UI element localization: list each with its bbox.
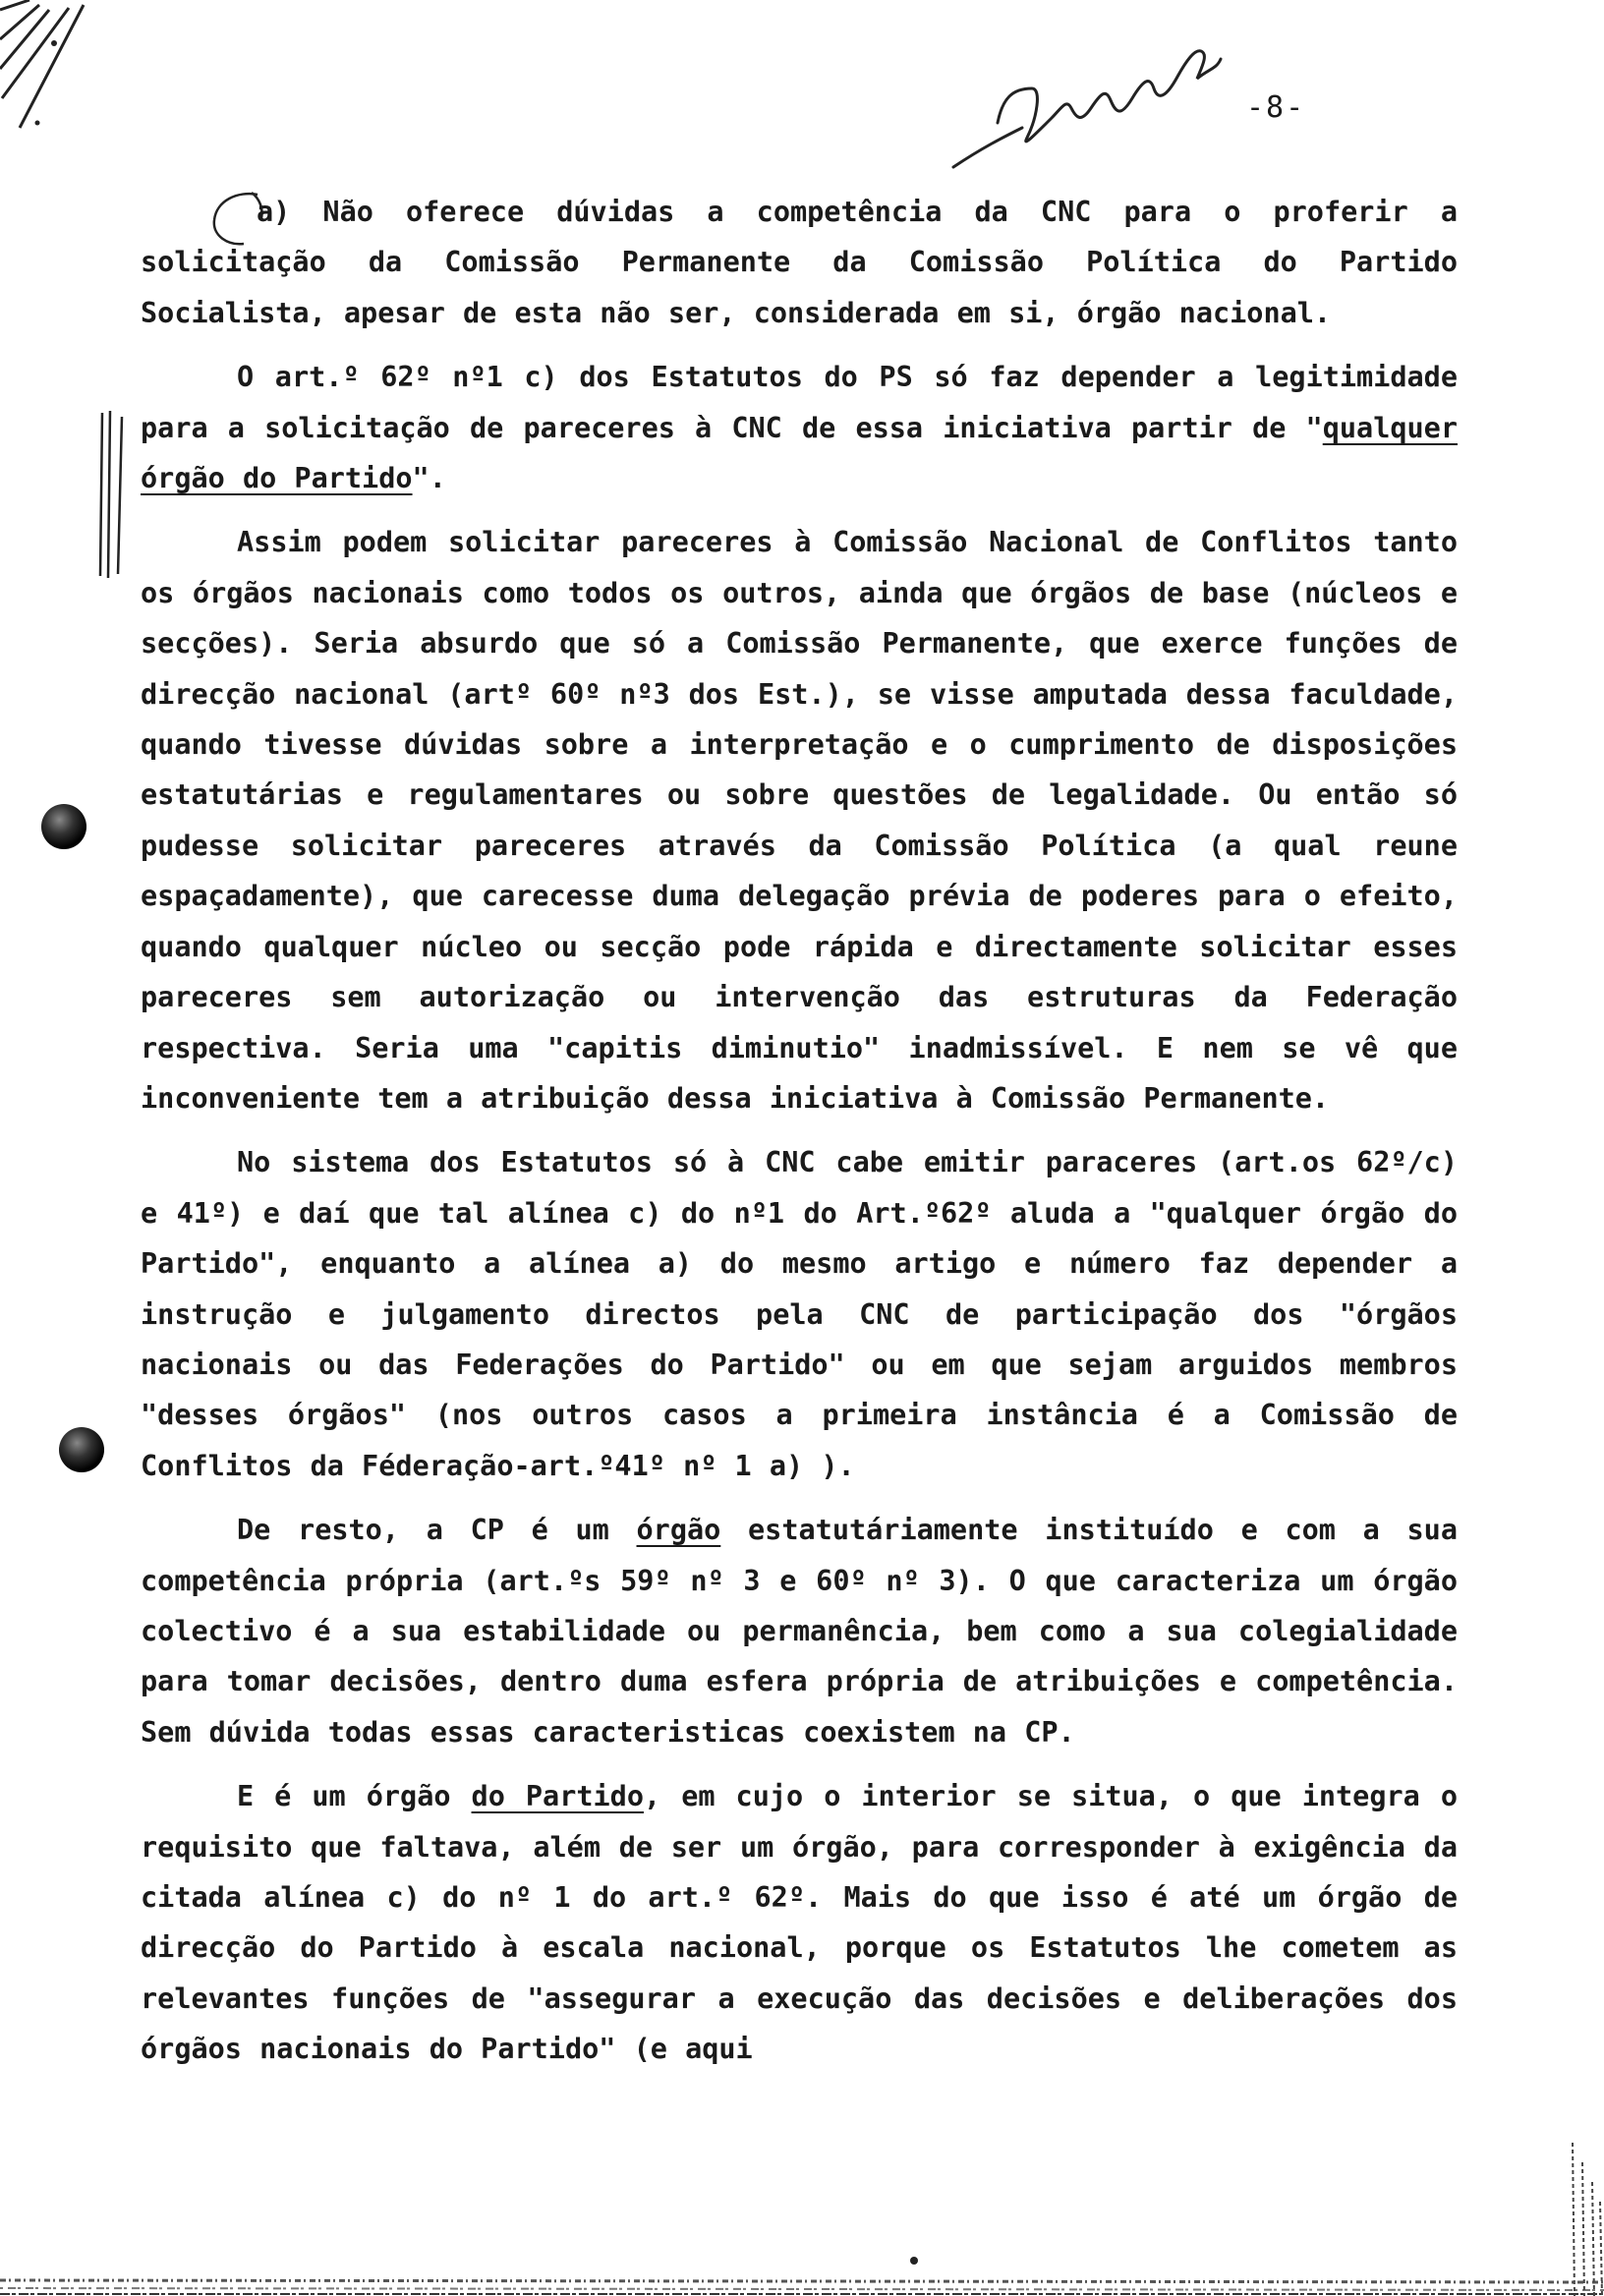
paragraph-text: Não oferece dúvidas a competência da CNC para o proferir a solicitação da Comissão Permanente da Comissão Política do Partido Socialista, apesar de esta não ser, considerada em si, órgão nacional.: [141, 196, 1458, 329]
paragraph-text: E é um órgão: [237, 1780, 472, 1813]
paragraph: [141, 352, 1458, 503]
corner-mark-graphic: [0, 0, 108, 138]
paragraph-text: De resto, a CP é um: [237, 1514, 637, 1547]
paragraph-text: ".: [412, 462, 446, 495]
paragraph-text: estatutáriamente instituído e com a sua competência própria (art.ºs 59º nº 3 e 60º nº 3). O que caracteriza um órgão colectivo é a sua estabilidade ou permanência, bem como a sua colegialidade para tomar decisões, dentro duma esfera própria de atribuições e competência. Sem dúvida todas essas caracteristicas coexistem na CP.: [141, 1514, 1458, 1749]
paragraph: [141, 517, 1458, 1123]
handwritten-signature: [944, 29, 1258, 177]
underlined-phrase: do Partido: [471, 1780, 645, 1813]
scan-noise-right: [1563, 2143, 1604, 2296]
underlined-phrase: qualquer órgão do Partido: [141, 411, 1458, 495]
scan-noise-bottom: [0, 2251, 1604, 2296]
paragraph-text: , em cujo o interior se situa, o que integra o requisito que faltava, além de ser um órgão, para corresponder à exigência da citada alínea c) do nº 1 do art.º 62º. Mais do que isso é até um órgão de direcção do Partido à escala nacional, porque os Estatutos lhe cometem as relevantes funções de "assegurar a execução das decisões e deliberações dos órgãos nacionais do Partido" (e aqui: [141, 1780, 1459, 2066]
underlined-phrase: órgão: [636, 1514, 721, 1547]
item-label: a): [257, 196, 291, 228]
paragraph: [141, 1771, 1458, 2074]
paragraph: [141, 1505, 1458, 1757]
page-number: -8-: [1246, 90, 1306, 125]
margin-emphasis-lines: [96, 411, 130, 578]
paragraph-text: O art.º 62º nº1 c) dos Estatutos do PS só faz depender a legitimidade para a solicitação de pareceres à CNC de essa iniciativa partir de ": [141, 361, 1458, 444]
paragraph-text: No sistema dos Estatutos só à CNC cabe emitir paraceres (art.os 62º/c) e 41º) e daí que tal alínea c) do nº1 do Art.º62º aluda a "qualquer órgão do Partido", enquanto a alínea a) do mesmo artigo e número faz depender a instrução e julgamento directos pela CNC de participação dos "órgãos nacionais ou das Federações do Partido" ou em que sejam arguidos membros "desses órgãos" (nos outros casos a primeira instância é a Comissão de Conflitos da Féderação-art.º41º nº 1 a) ).: [141, 1146, 1458, 1482]
paragraph: [141, 1137, 1458, 1491]
punch-hole: [41, 804, 86, 849]
paragraph-a: [141, 187, 1458, 338]
punch-hole: [59, 1427, 104, 1472]
document-body: [141, 187, 1458, 2075]
paragraph-text: Assim podem solicitar pareceres à Comissão Nacional de Conflitos tanto os órgãos nacionais como todos os outros, ainda que órgãos de base (núcleos e secções). Seria absurdo que só a Comissão Permanente, que exerce funções de direcção nacional (artº 60º nº3 dos Est.), se visse amputada dessa faculdade, quando tivesse dúvidas sobre a interpretação e o cumprimento de disposições estatutárias e regulamentares ou sobre questões de legalidade. Ou então só pudesse solicitar pareceres através da Comissão Política (a qual reune espaçadamente), que carecesse duma delegação prévia de poderes para o efeito, quando qualquer núcleo ou secção pode rápida e directamente solicitar esses pareceres sem autorização ou intervenção das estruturas da Federação respectiva. Seria uma "capitis diminutio" inadmissível. E nem se vê que inconveniente tem a atribuição dessa iniciativa à Comissão Permanente.: [141, 526, 1458, 1115]
